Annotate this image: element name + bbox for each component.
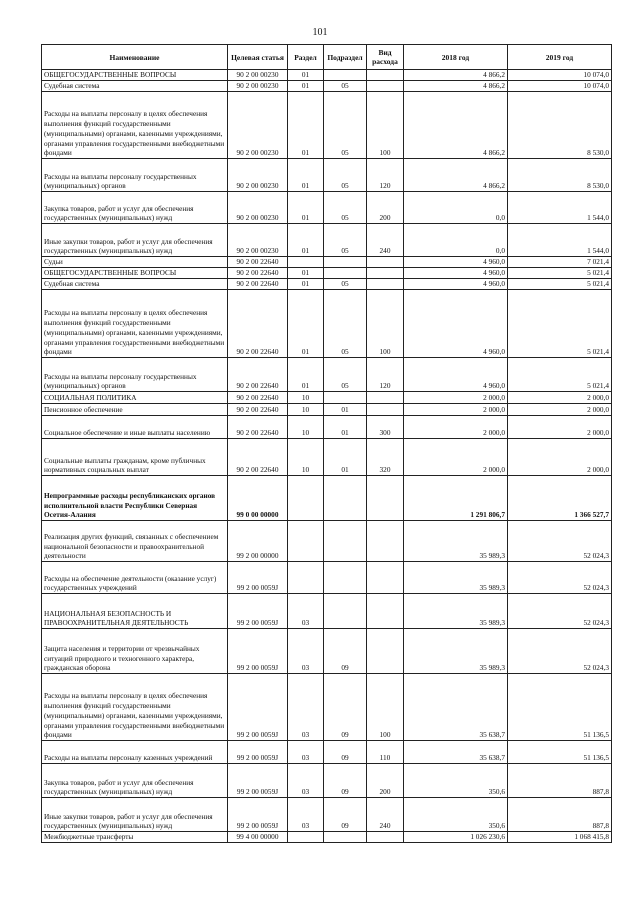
cell-kind <box>367 594 404 629</box>
cell-2018: 2 000,0 <box>404 416 508 439</box>
cell-kind <box>367 404 404 416</box>
cell-2019: 8 530,0 <box>508 92 612 159</box>
cell-kind: 200 <box>367 764 404 798</box>
cell-name: Закупка товаров, работ и услуг для обеспечения государственных (муниципальных) нужд <box>42 192 228 224</box>
table-row <box>42 476 612 521</box>
cell-code: 90 2 00 22640 <box>228 404 288 416</box>
cell-code: 99 2 00 00000 <box>228 521 288 562</box>
cell-2018: 350,6 <box>404 798 508 832</box>
cell-name: Социальные выплаты гражданам, кроме публичных нормативных социальных выплат <box>42 439 228 476</box>
cell-name: Реализация других функций, связанных с обеспечением национальной безопасности и правоохранительной деятельности <box>42 521 228 562</box>
cell-2019: 52 024,3 <box>508 629 612 674</box>
table-row <box>42 562 612 594</box>
cell-2019: 52 024,3 <box>508 562 612 594</box>
cell-kind: 100 <box>367 290 404 358</box>
cell-2019: 5 021,4 <box>508 279 612 290</box>
cell-subsection: 05 <box>324 224 367 257</box>
cell-code: 90 2 00 00230 <box>228 159 288 192</box>
cell-section <box>288 521 324 562</box>
cell-name: Судебная система <box>42 279 228 290</box>
cell-section: 01 <box>288 358 324 392</box>
cell-2018: 1 291 806,7 <box>404 476 508 521</box>
cell-subsection: 01 <box>324 439 367 476</box>
table-row <box>42 192 612 224</box>
cell-kind: 120 <box>367 358 404 392</box>
cell-section: 03 <box>288 741 324 764</box>
cell-2018: 4 866,2 <box>404 70 508 81</box>
cell-code: 90 2 00 22640 <box>228 439 288 476</box>
table-row <box>42 70 612 81</box>
cell-code: 99 2 00 0059J <box>228 594 288 629</box>
cell-section: 03 <box>288 798 324 832</box>
cell-2019: 1 068 415,8 <box>508 832 612 843</box>
page-number: 101 <box>312 27 328 38</box>
table-row <box>42 257 612 268</box>
cell-subsection: 09 <box>324 798 367 832</box>
cell-2019: 5 021,4 <box>508 358 612 392</box>
cell-code: 90 2 00 00230 <box>228 70 288 81</box>
cell-2019: 2 000,0 <box>508 416 612 439</box>
cell-name: Защита населения и территории от чрезвычайных ситуаций природного и техногенного характера, гражданская оборона <box>42 629 228 674</box>
table-row <box>42 290 612 358</box>
cell-section: 01 <box>288 70 324 81</box>
header-2018: 2018 год <box>404 45 508 70</box>
cell-section: 10 <box>288 404 324 416</box>
cell-2019: 52 024,3 <box>508 594 612 629</box>
cell-2019: 52 024,3 <box>508 521 612 562</box>
cell-kind <box>367 629 404 674</box>
cell-kind <box>367 562 404 594</box>
header-section: Раздел <box>288 45 324 70</box>
cell-code: 99 0 00 00000 <box>228 476 288 521</box>
cell-subsection: 01 <box>324 404 367 416</box>
cell-2019: 51 136,5 <box>508 741 612 764</box>
cell-code: 90 2 00 22640 <box>228 392 288 404</box>
cell-kind: 100 <box>367 674 404 741</box>
cell-2018: 4 866,2 <box>404 92 508 159</box>
cell-code: 99 2 00 0059J <box>228 764 288 798</box>
cell-section <box>288 832 324 843</box>
cell-subsection <box>324 832 367 843</box>
cell-2019: 2 000,0 <box>508 404 612 416</box>
table-row <box>42 521 612 562</box>
cell-section: 10 <box>288 392 324 404</box>
table-row <box>42 224 612 257</box>
cell-code: 99 2 00 0059J <box>228 629 288 674</box>
cell-section: 10 <box>288 439 324 476</box>
cell-subsection: 05 <box>324 192 367 224</box>
cell-section: 01 <box>288 92 324 159</box>
cell-subsection: 05 <box>324 159 367 192</box>
cell-name: ОБЩЕГОСУДАРСТВЕННЫЕ ВОПРОСЫ <box>42 70 228 81</box>
cell-code: 99 2 00 0059J <box>228 674 288 741</box>
table-row <box>42 392 612 404</box>
cell-2019: 887,8 <box>508 764 612 798</box>
table-row <box>42 358 612 392</box>
cell-section: 01 <box>288 290 324 358</box>
cell-section: 01 <box>288 81 324 92</box>
cell-2018: 4 960,0 <box>404 257 508 268</box>
cell-2018: 35 989,3 <box>404 562 508 594</box>
header-subsection: Подраздел <box>324 45 367 70</box>
cell-2018: 4 960,0 <box>404 268 508 279</box>
cell-kind <box>367 521 404 562</box>
cell-name: ОБЩЕГОСУДАРСТВЕННЫЕ ВОПРОСЫ <box>42 268 228 279</box>
cell-2019: 887,8 <box>508 798 612 832</box>
cell-2019: 7 021,4 <box>508 257 612 268</box>
cell-kind <box>367 268 404 279</box>
cell-section: 01 <box>288 268 324 279</box>
cell-2019: 5 021,4 <box>508 290 612 358</box>
cell-name: Расходы на выплаты персоналу казенных учреждений <box>42 741 228 764</box>
cell-code: 99 4 00 00000 <box>228 832 288 843</box>
cell-subsection: 09 <box>324 674 367 741</box>
cell-kind <box>367 392 404 404</box>
cell-name: Расходы на выплаты персоналу в целях обеспечения выполнения функций государственными (муниципальными) органами, казенными учреждениями, органами управления государственными внебюджетными фондами <box>42 92 228 159</box>
cell-subsection <box>324 594 367 629</box>
cell-name: Закупка товаров, работ и услуг для обеспечения государственных (муниципальных) нужд <box>42 764 228 798</box>
cell-name: Пенсионное обеспечение <box>42 404 228 416</box>
cell-section <box>288 257 324 268</box>
cell-section: 10 <box>288 416 324 439</box>
table-row <box>42 741 612 764</box>
table-row <box>42 439 612 476</box>
table-row <box>42 404 612 416</box>
cell-section: 03 <box>288 674 324 741</box>
header-name: Наименование <box>42 45 228 70</box>
cell-kind: 300 <box>367 416 404 439</box>
cell-subsection: 09 <box>324 629 367 674</box>
cell-kind <box>367 279 404 290</box>
cell-kind <box>367 81 404 92</box>
cell-2018: 4 960,0 <box>404 358 508 392</box>
cell-2018: 2 000,0 <box>404 392 508 404</box>
cell-2019: 1 544,0 <box>508 192 612 224</box>
cell-subsection: 09 <box>324 764 367 798</box>
cell-name: Расходы на выплаты персоналу государственных (муниципальных) органов <box>42 159 228 192</box>
cell-section <box>288 476 324 521</box>
cell-2019: 2 000,0 <box>508 439 612 476</box>
cell-2018: 2 000,0 <box>404 439 508 476</box>
cell-kind <box>367 257 404 268</box>
cell-name: Расходы на выплаты персоналу в целях обеспечения выполнения функций государственными (муниципальными) органами, казенными учреждениями, органами управления государственными внебюджетными фондами <box>42 290 228 358</box>
cell-subsection: 05 <box>324 92 367 159</box>
cell-code: 90 2 00 22640 <box>228 257 288 268</box>
cell-2018: 4 960,0 <box>404 290 508 358</box>
cell-name: Судьи <box>42 257 228 268</box>
cell-subsection <box>324 257 367 268</box>
cell-2019: 8 530,0 <box>508 159 612 192</box>
cell-2018: 35 989,3 <box>404 521 508 562</box>
header-2019: 2019 год <box>508 45 612 70</box>
cell-2018: 0,0 <box>404 192 508 224</box>
cell-code: 90 2 00 00230 <box>228 81 288 92</box>
cell-code: 90 2 00 22640 <box>228 358 288 392</box>
cell-2018: 4 866,2 <box>404 159 508 192</box>
cell-name: Расходы на выплаты персоналу в целях обеспечения выполнения функций государственными (муниципальными) органами, казенными учреждениями, органами управления государственными внебюджетными фондами <box>42 674 228 741</box>
cell-code: 90 2 00 00230 <box>228 92 288 159</box>
cell-2019: 5 021,4 <box>508 268 612 279</box>
cell-2019: 2 000,0 <box>508 392 612 404</box>
cell-2018: 35 638,7 <box>404 741 508 764</box>
cell-kind: 100 <box>367 92 404 159</box>
cell-code: 90 2 00 00230 <box>228 224 288 257</box>
cell-name: Расходы на обеспечение деятельности (оказание услуг) государственных учреждений <box>42 562 228 594</box>
cell-name: СОЦИАЛЬНАЯ ПОЛИТИКА <box>42 392 228 404</box>
table-row <box>42 268 612 279</box>
cell-2018: 35 638,7 <box>404 674 508 741</box>
table-row <box>42 92 612 159</box>
cell-2019: 51 136,5 <box>508 674 612 741</box>
cell-2019: 1 366 527,7 <box>508 476 612 521</box>
cell-subsection <box>324 562 367 594</box>
cell-section: 01 <box>288 159 324 192</box>
table-row <box>42 674 612 741</box>
cell-kind: 320 <box>367 439 404 476</box>
cell-name: Социальное обеспечение и иные выплаты населению <box>42 416 228 439</box>
cell-2018: 4 960,0 <box>404 279 508 290</box>
cell-code: 90 2 00 22640 <box>228 290 288 358</box>
cell-subsection <box>324 476 367 521</box>
cell-subsection: 01 <box>324 416 367 439</box>
cell-name: Иные закупки товаров, работ и услуг для обеспечения государственных (муниципальных) нужд <box>42 798 228 832</box>
cell-subsection: 05 <box>324 358 367 392</box>
cell-2018: 350,6 <box>404 764 508 798</box>
cell-section: 01 <box>288 224 324 257</box>
cell-section: 01 <box>288 279 324 290</box>
cell-code: 90 2 00 22640 <box>228 416 288 439</box>
cell-2018: 35 989,3 <box>404 594 508 629</box>
cell-kind <box>367 476 404 521</box>
cell-kind: 240 <box>367 224 404 257</box>
table-row <box>42 159 612 192</box>
cell-2018: 2 000,0 <box>404 404 508 416</box>
table-row <box>42 629 612 674</box>
cell-2019: 10 074,0 <box>508 70 612 81</box>
cell-code: 99 2 00 0059J <box>228 562 288 594</box>
table-row <box>42 594 612 629</box>
cell-2018: 1 026 230,6 <box>404 832 508 843</box>
table-header-row <box>42 45 612 70</box>
cell-subsection <box>324 392 367 404</box>
cell-subsection <box>324 70 367 81</box>
cell-name: Иные закупки товаров, работ и услуг для обеспечения государственных (муниципальных) нужд <box>42 224 228 257</box>
cell-section: 03 <box>288 594 324 629</box>
cell-2019: 10 074,0 <box>508 81 612 92</box>
cell-kind: 200 <box>367 192 404 224</box>
table-row <box>42 416 612 439</box>
cell-section <box>288 562 324 594</box>
cell-subsection: 05 <box>324 279 367 290</box>
cell-2018: 0,0 <box>404 224 508 257</box>
cell-name: НАЦИОНАЛЬНАЯ БЕЗОПАСНОСТЬ И ПРАВООХРАНИТЕЛЬНАЯ ДЕЯТЕЛЬНОСТЬ <box>42 594 228 629</box>
cell-section: 01 <box>288 192 324 224</box>
cell-2018: 4 866,2 <box>404 81 508 92</box>
cell-name: Судебная система <box>42 81 228 92</box>
cell-section: 03 <box>288 764 324 798</box>
table-row <box>42 279 612 290</box>
table-row <box>42 798 612 832</box>
cell-name: Межбюджетные трансферты <box>42 832 228 843</box>
header-code: Целевая статья <box>228 45 288 70</box>
cell-kind: 120 <box>367 159 404 192</box>
cell-subsection <box>324 268 367 279</box>
cell-subsection: 05 <box>324 290 367 358</box>
header-kind: Вид расхода <box>367 45 404 70</box>
cell-subsection: 09 <box>324 741 367 764</box>
cell-subsection: 05 <box>324 81 367 92</box>
cell-code: 90 2 00 22640 <box>228 268 288 279</box>
cell-code: 90 2 00 00230 <box>228 192 288 224</box>
cell-section: 03 <box>288 629 324 674</box>
cell-name: Непрограммные расходы республиканских органов исполнительной власти Республики Северная Осетия-Алания <box>42 476 228 521</box>
cell-code: 90 2 00 22640 <box>228 279 288 290</box>
table-row <box>42 832 612 843</box>
cell-subsection <box>324 521 367 562</box>
cell-code: 99 2 00 0059J <box>228 741 288 764</box>
cell-kind: 240 <box>367 798 404 832</box>
cell-2019: 1 544,0 <box>508 224 612 257</box>
cell-code: 99 2 00 0059J <box>228 798 288 832</box>
cell-kind <box>367 832 404 843</box>
table-row <box>42 764 612 798</box>
cell-kind: 110 <box>367 741 404 764</box>
budget-table <box>41 44 612 843</box>
table-body <box>42 70 612 843</box>
cell-2018: 35 989,3 <box>404 629 508 674</box>
cell-name: Расходы на выплаты персоналу государственных (муниципальных) органов <box>42 358 228 392</box>
table-row <box>42 81 612 92</box>
cell-kind <box>367 70 404 81</box>
